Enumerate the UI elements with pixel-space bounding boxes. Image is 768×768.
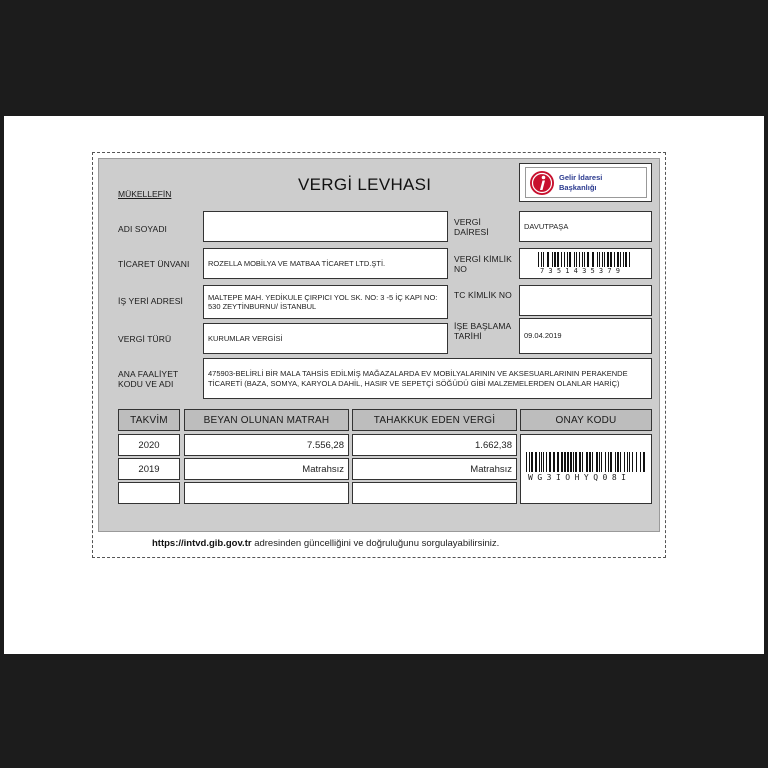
barcode-bar [586, 452, 588, 472]
barcode-bar [599, 452, 600, 472]
barcode-bar [587, 252, 589, 267]
barcode-bar [538, 252, 539, 267]
label-adi-soyadi: ADI SOYADI [118, 224, 168, 234]
header-tahakkuk-eden-vergi: TAHAKKUK EDEN VERGİ [352, 409, 517, 431]
label-is-yeri-adresi: İŞ YERİ ADRESİ [118, 296, 184, 306]
barcode-bar [592, 252, 594, 267]
label-vergi-kimlik-no: VERGİ KİMLİK NO [454, 254, 512, 274]
barcode-bar [543, 452, 544, 472]
barcode-bar [605, 452, 606, 472]
barcode-bar [547, 252, 549, 267]
barcode-bar [541, 252, 542, 267]
field-adi-soyadi [203, 211, 448, 242]
barcode-bar [597, 252, 598, 267]
vkn-barcode [538, 252, 632, 267]
label-vergi-turu: VERGİ TÜRÜ [118, 334, 172, 344]
field-vergi-dairesi: DAVUTPAŞA [519, 211, 652, 242]
barcode-bar [541, 452, 542, 472]
barcode-bar [629, 452, 630, 472]
row3-matrah [184, 482, 349, 504]
gib-logo-icon [529, 170, 555, 196]
barcode-bar [574, 252, 575, 267]
row2-vergi: Matrahsız [352, 458, 517, 480]
owner-heading: MÜKELLEFİN [118, 189, 172, 199]
barcode-bar [596, 452, 598, 472]
page-title: VERGİ LEVHASI [298, 175, 432, 194]
field-ana-faaliyet: 475903-BELİRLİ BİR MALA TAHSİS EDİLMİŞ MAĞAZALARDA EV MOBİLYALARININ VE AKSESUARLARININ PERAKENDE TİCARETİ (BAZA, SOMYA, KARYOLA DAHİL, HASIR VE SEPETÇİ SÖĞÜDÜ GİBİ MALZEMELERDEN OLANLAR HARİÇ) [203, 358, 652, 399]
field-vergi-kimlik-no [519, 248, 652, 279]
field-ise-baslama-tarihi: 09.04.2019 [519, 318, 652, 354]
barcode-bar [643, 452, 645, 472]
barcode-bar [549, 452, 551, 472]
barcode-bar [579, 452, 581, 472]
label-ana-faaliyet: ANA FAALİYET KODU VE ADI [118, 369, 179, 389]
header-onay-kodu: ONAY KODU [520, 409, 652, 431]
onay-kodu-text: WG3IOHYQ08I [528, 473, 631, 482]
barcode-bar [526, 452, 527, 472]
barcode-bar [617, 252, 619, 267]
barcode-bar [627, 452, 628, 472]
gib-logo-frame [525, 167, 647, 198]
barcode-bar [625, 252, 627, 267]
barcode-bar [564, 452, 566, 472]
barcode-bar [557, 252, 559, 267]
barcode-bar [539, 452, 540, 472]
barcode-bar [575, 452, 577, 472]
row3-takvim [118, 482, 180, 504]
barcode-bar [617, 452, 619, 472]
barcode-bar [584, 252, 585, 267]
barcode-bar [640, 452, 641, 472]
barcode-bar [557, 452, 559, 472]
barcode-bar [624, 452, 625, 472]
gib-logo-line1: Gelir İdaresi [559, 172, 603, 182]
field-is-yeri-adresi: MALTEPE MAH. YEDİKULE ÇIRPICI YOL SK. NO: 3 -5 İÇ KAPI NO: 530 ZEYTİNBURNU/ İSTANBUL [203, 285, 448, 319]
barcode-bar [599, 252, 600, 267]
barcode-bar [546, 452, 547, 472]
barcode-bar [620, 252, 621, 267]
header-beyan-olunan-matrah: BEYAN OLUNAN MATRAH [184, 409, 349, 431]
field-vergi-turu: KURUMLAR VERGİSİ [203, 323, 448, 354]
header-takvim: TAKVİM [118, 409, 180, 431]
barcode-bar [554, 252, 556, 267]
barcode-bar [553, 452, 555, 472]
gib-logo-line2: Başkanlığı [559, 182, 597, 192]
row2-takvim: 2019 [118, 458, 180, 480]
barcode-bar [589, 452, 591, 472]
label-tc-kimlik-no: TC KİMLİK NO [454, 290, 512, 300]
barcode-bar [552, 252, 553, 267]
verification-text: adresinden güncelliğini ve doğruluğunu sorgulayabilirsiniz. [251, 538, 500, 549]
field-tc-kimlik-no [519, 285, 652, 316]
barcode-bar [535, 452, 537, 472]
barcode-bar [623, 252, 624, 267]
row1-matrah: 7.556,28 [184, 434, 349, 456]
row1-vergi: 1.662,38 [352, 434, 517, 456]
barcode-bar [582, 452, 583, 472]
barcode-bar [629, 252, 630, 267]
row2-matrah: Matrahsız [184, 458, 349, 480]
barcode-bar [579, 252, 580, 267]
barcode-bar [564, 252, 565, 267]
barcode-bar [573, 452, 574, 472]
field-ticaret-unvani: ROZELLA MOBİLYA VE MATBAA TİCARET LTD.ŞTİ. [203, 248, 448, 279]
vkn-barcode-digits: 7351435379 [540, 267, 625, 275]
barcode-bar [570, 452, 572, 472]
row3-vergi [352, 482, 517, 504]
verification-url[interactable]: https://intvd.gib.gov.tr [152, 538, 252, 549]
barcode-bar [561, 252, 562, 267]
barcode-bar [567, 252, 568, 267]
barcode-bar [610, 452, 612, 472]
barcode-bar [567, 452, 569, 472]
label-ticaret-unvani: TİCARET ÜNVANI [118, 259, 190, 269]
label-vergi-dairesi: VERGİ DAİRESİ [454, 217, 489, 237]
barcode-bar [632, 452, 633, 472]
gib-logo-text [559, 173, 602, 193]
barcode-bar [576, 252, 577, 267]
barcode-bar [636, 452, 637, 472]
barcode-bar [543, 252, 544, 267]
barcode-bar [608, 452, 609, 472]
barcode-bar [604, 252, 605, 267]
barcode-bar [610, 252, 612, 267]
barcode-bar [620, 452, 621, 472]
barcode-bar [615, 452, 616, 472]
barcode-bar [607, 252, 609, 267]
barcode-bar [614, 252, 615, 267]
row1-takvim: 2020 [118, 434, 180, 456]
barcode-bar [582, 252, 583, 267]
onay-kodu-barcode [526, 452, 646, 472]
barcode-bar [561, 452, 563, 472]
onay-kodu-cell [520, 434, 652, 504]
verification-footer [152, 538, 499, 549]
gib-logo [519, 163, 652, 202]
barcode-bar [569, 252, 571, 267]
barcode-bar [531, 452, 533, 472]
barcode-bar [592, 452, 593, 472]
label-ise-baslama-tarihi: İŞE BAŞLAMA TARİHİ [454, 321, 511, 341]
barcode-bar [602, 252, 603, 267]
barcode-bar [601, 452, 602, 472]
barcode-bar [529, 452, 530, 472]
